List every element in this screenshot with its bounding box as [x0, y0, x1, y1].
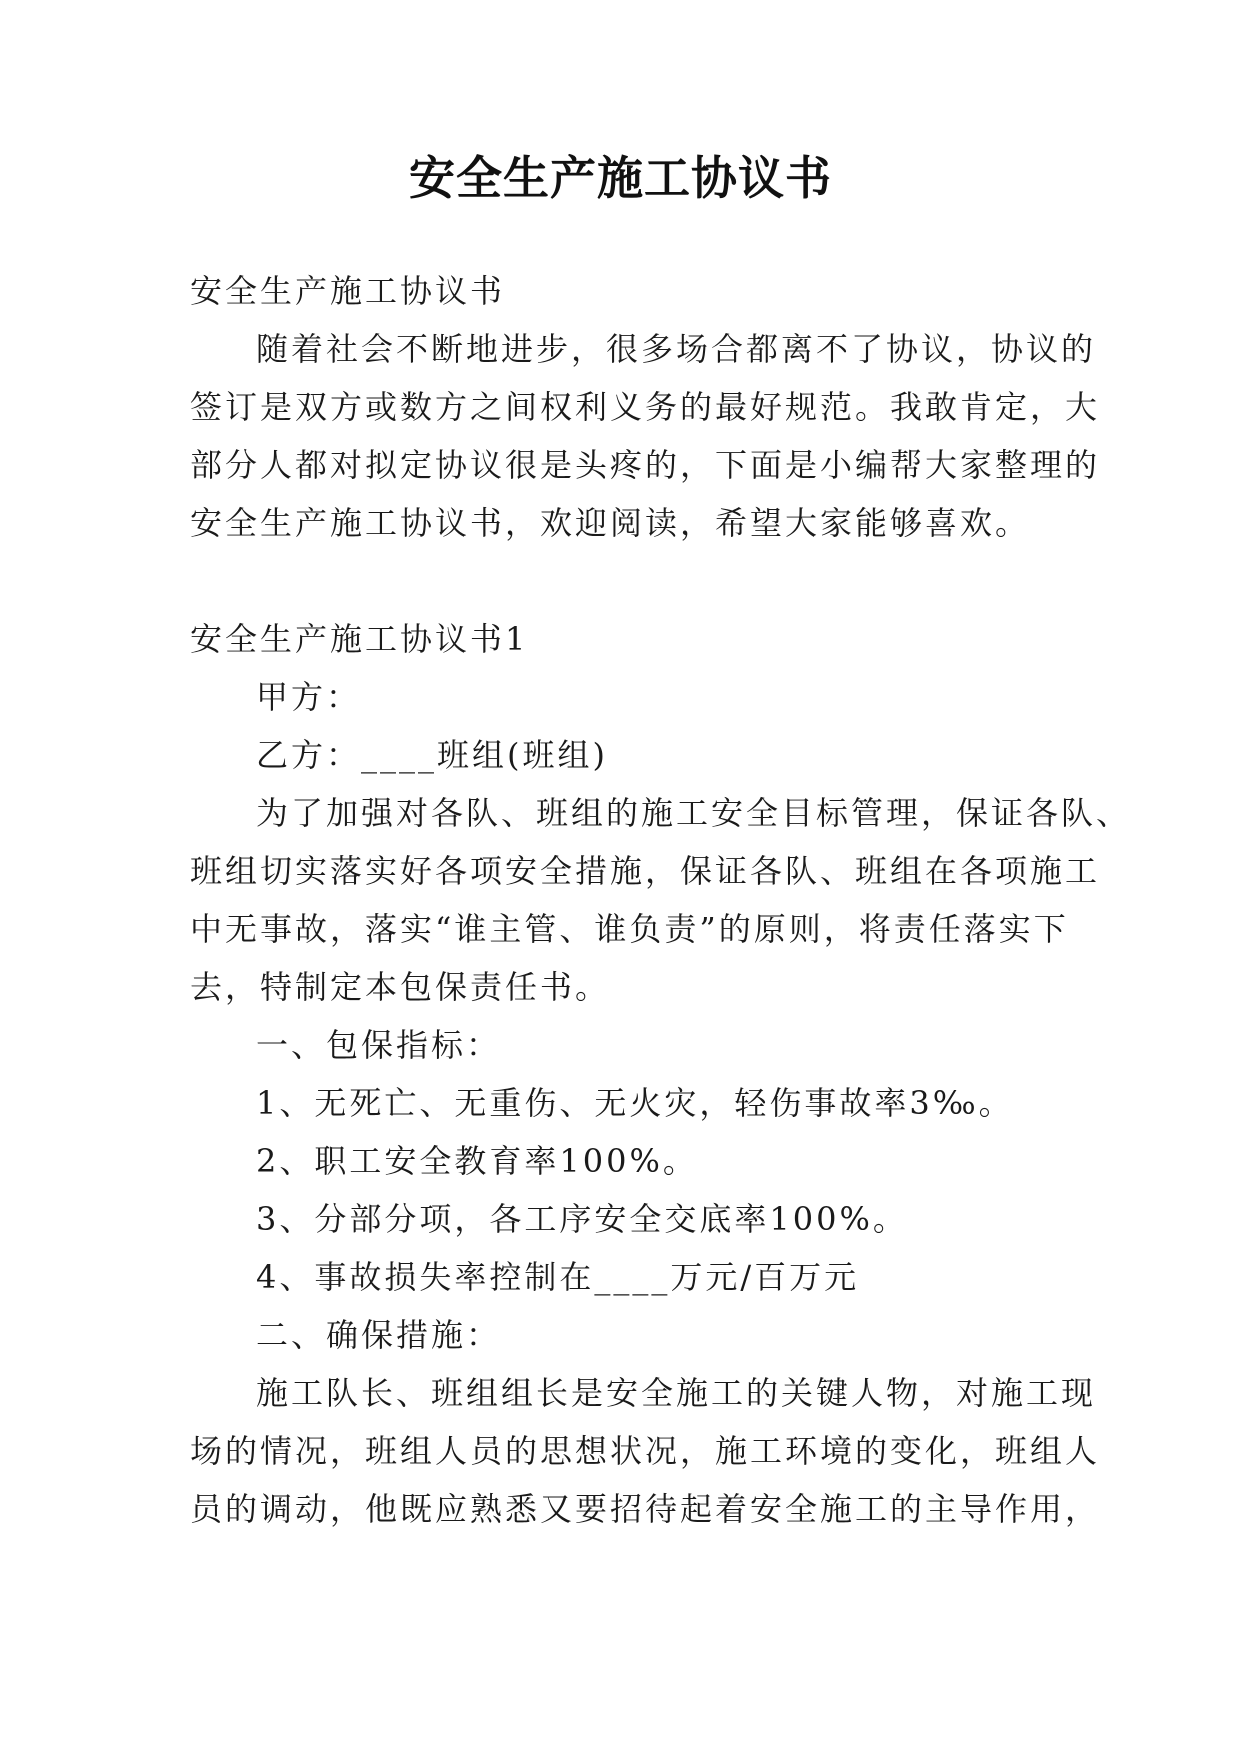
paragraph-line: 签订是双方或数方之间权利义务的最好规范。我敢肯定，大	[190, 388, 1101, 426]
paragraph-line: 部分人都对拟定协议很是头疼的，下面是小编帮大家整理的	[190, 446, 1101, 484]
section-heading: 安全生产施工协议书1	[190, 620, 529, 658]
party-b-line: 乙方：____班组(班组)	[256, 736, 608, 774]
list-item: 3、分部分项，各工序安全交底率100%。	[256, 1200, 908, 1238]
subsection-heading: 一、包保指标：	[256, 1026, 502, 1064]
paragraph-line: 为了加强对各队、班组的施工安全目标管理，保证各队、	[256, 794, 1132, 832]
list-item: 4、事故损失率控制在____万元/百万元	[256, 1258, 860, 1296]
paragraph-line: 施工队长、班组组长是安全施工的关键人物，对施工现	[256, 1374, 1097, 1412]
list-item: 2、职工安全教育率100%。	[256, 1142, 698, 1180]
paragraph-line: 随着社会不断地进步，很多场合都离不了协议，协议的	[256, 330, 1097, 368]
document-title: 安全生产施工协议书	[409, 151, 832, 205]
intro-heading: 安全生产施工协议书	[190, 272, 506, 310]
subsection-heading: 二、确保措施：	[256, 1316, 502, 1354]
paragraph-line: 安全生产施工协议书，欢迎阅读，希望大家能够喜欢。	[190, 504, 1031, 542]
paragraph-line: 员的调动，他既应熟悉又要招待起着安全施工的主导作用，	[190, 1490, 1101, 1528]
paragraph-line: 去，特制定本包保责任书。	[190, 968, 611, 1006]
list-item: 1、无死亡、无重伤、无火灾，轻伤事故率3‰。	[256, 1084, 1014, 1122]
paragraph-line: 场的情况，班组人员的思想状况，施工环境的变化，班组人	[190, 1432, 1101, 1470]
party-a-line: 甲方：	[256, 678, 362, 716]
paragraph-line: 班组切实落实好各项安全措施，保证各队、班组在各项施工	[190, 852, 1101, 890]
paragraph-line: 中无事故，落实“谁主管、谁负责”的原则，将责任落实下	[190, 910, 1069, 948]
